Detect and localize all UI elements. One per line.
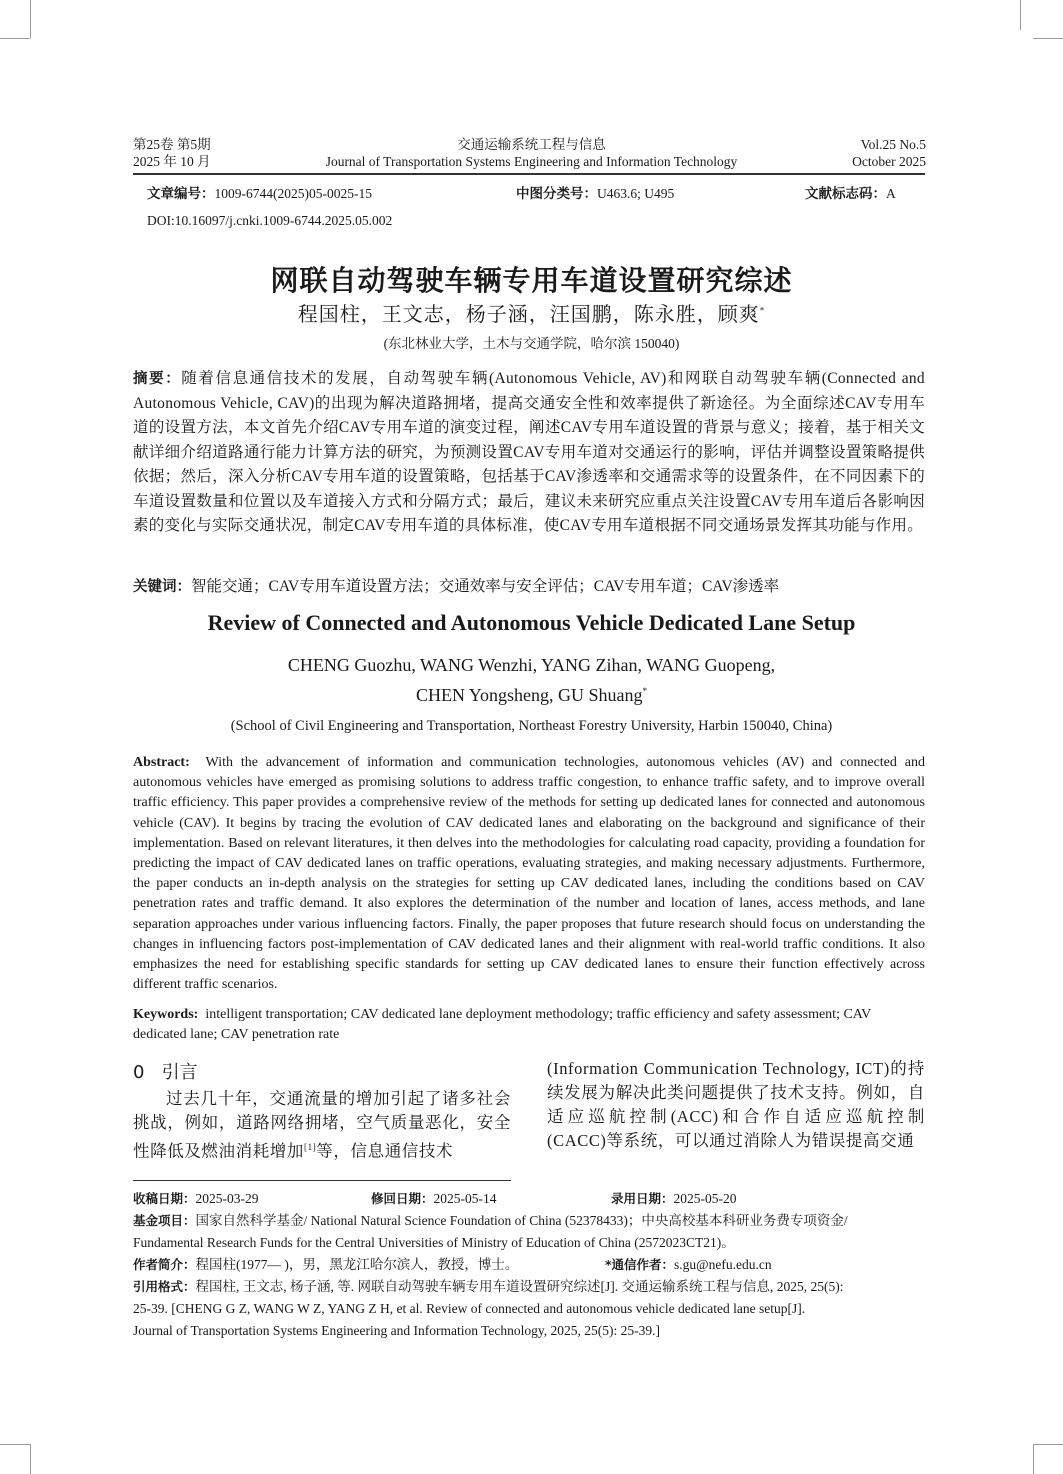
footnote-dates — [133, 1188, 925, 1210]
authors-cn — [0, 298, 1063, 327]
authors-en-line — [0, 678, 1063, 708]
abstract-en-text: With the advancement of information and communication technologies, autonomous vehicles (AV) and connected and autonomous vehicles have emerged as promising solutions to address traffic congestion, to enhance traffic safety, and to improve overall traffic efficiency. This paper provides a comprehensive review of the methods for setting up dedicated lanes for connected and autonomous vehicle (CAV). It begins by tracing the evolution of CAV dedicated lanes and elaborating on the background and significance of their implementation. Based on relevant literatures, it then delves into the methodologies for calculating road capacity, providing a foundation for predicting the impact of CAV dedicated lanes on traffic operations, evaluating strategies, and making necessary adjustments. Furthermore, the paper conducts an in-depth analysis on the strategies for setting up CAV dedicated lanes, including the conditions based on CAV penetration rates and traffic demand. It also explores the determination of the number and location of lanes, access methods, and lane separation approaches under various influencing factors. Finally, the paper proposes that future research should focus on understanding the changes in influencing factors post-implementation of CAV dedicated lanes and their alignment with real-world traffic conditions. It also emphasizes the need for establishing specific standards for setting up CAV dedicated lanes to ensure their function effectively across different traffic scenarios. — [133, 755, 926, 993]
document-code-value: A — [886, 186, 896, 201]
header-date-en: October 2025 — [852, 154, 926, 169]
crop-mark — [1020, 0, 1021, 30]
header-date-cn: 2025 年 10 月 — [133, 154, 211, 169]
revised-value: 2025-05-14 — [433, 1191, 497, 1206]
keywords-cn-label: 关键词： — [133, 579, 191, 595]
corresponding-mark: * — [759, 305, 766, 316]
abstract-cn — [133, 367, 925, 539]
received-date — [133, 1191, 259, 1206]
citation-label: 引用格式： — [133, 1279, 196, 1294]
abstract-en — [133, 753, 925, 995]
corresponding-mark: * — [642, 686, 648, 696]
crop-mark — [1033, 1444, 1063, 1445]
keywords-en-text: intelligent transportation; CAV dedicated lane deployment methodology; traffic efficiency and safety assessment; CAV dedicated lane; CAV penetration rate — [133, 1007, 871, 1043]
affiliation-en: (School of Civil Engineering and Transportation, Northeast Forestry University, Harbin 150040, China) — [230, 718, 833, 734]
corresponding-author — [605, 1254, 772, 1276]
footnote-rule — [133, 1180, 511, 1181]
received-value: 2025-03-29 — [195, 1191, 259, 1206]
fund-line: 国家自然科学基金/ National Natural Science Foundation of China (52378433)；中央高校基本科研业务费专项资金/ — [195, 1213, 848, 1228]
body-column-left — [133, 1087, 511, 1164]
author-bio-text: 程国柱(1977— )，男，黑龙江哈尔滨人，教授，博士。 — [195, 1257, 519, 1272]
article-number — [147, 185, 372, 203]
body-column-right: (Information Communication Technology, ICT)的持续发展为解决此类问题提供了技术支持。例如，自适应巡航控制(ACC)和合作自适应巡航控制(CACC)等系统，可以通过消除人为错误提高交通 — [547, 1059, 925, 1150]
document-code-label: 文献标志码： — [805, 186, 886, 201]
section-heading — [133, 1058, 198, 1084]
paper-title-cn: 网联自动驾驶车辆专用车道设置研究综述 — [270, 264, 793, 297]
crop-mark — [1033, 38, 1063, 39]
accepted-value: 2025-05-20 — [673, 1191, 737, 1206]
keywords-cn — [133, 574, 925, 596]
corresponding-email[interactable]: s.gu@nefu.edu.cn — [674, 1257, 772, 1272]
accepted-label: 录用日期： — [611, 1191, 674, 1206]
authors-en-line: CHENG Guozhu, WANG Wenzhi, YANG Zihan, WANG Guopeng, — [287, 655, 776, 675]
footnote-fund — [133, 1210, 925, 1254]
header-volume-en — [852, 136, 926, 170]
affiliation-cn: (东北林业大学，土木与交通学院，哈尔滨 150040) — [383, 336, 680, 351]
header-rule — [133, 173, 925, 175]
abstract-cn-text: 随着信息通信技术的发展，自动驾驶车辆(Autonomous Vehicle, AV)和网联自动驾驶车辆(Connected and Autonomous Vehicle, CAV)的出现为解决道路拥堵，提高交通安全性和效率提供了新途径。为全面综述CAV专用车道的设置方法，本文首先介绍CAV专用车道的演变过程，阐述CAV专用车道设置的背景与意义；接着，基于相关文献详细介绍道路通行能力计算方法的研究，为预测设置CAV专用车道对交通运行的影响，评估并调整设置策略提供依据；然后，深入分析CAV专用车道的设置策略，包括基于CAV渗透率和交通需求等的设置条件，在不同因素下的车道设置数量和位置以及车道接入方式和分隔方式；最后，建议未来研究应重点关注设置CAV专用车道后各影响因素的变化与实际交通状况，制定CAV专用车道的具体标准，使CAV专用车道根据不同交通场景发挥其功能与作用。 — [133, 370, 925, 534]
crop-mark — [0, 1444, 30, 1445]
keywords-en-label: Keywords: — [133, 1007, 199, 1022]
article-number-label: 文章编号： — [147, 186, 215, 201]
keywords-cn-text: 智能交通；CAV专用车道设置方法；交通效率与安全评估；CAV专用车道；CAV渗透率 — [191, 578, 780, 595]
section-number: 0 — [133, 1062, 145, 1083]
citation-line: 程国柱, 王文志, 杨子涵, 等. 网联自动驾驶车辆专用车道设置研究综述[J]. 交通运输系统工程与信息, 2025, 25(5): — [195, 1279, 844, 1294]
body-left-text: 过去几十年，交通流量的增加引起了诸多社会挑战，例如，道路网络拥堵，空气质量恶化，安全性降低及燃油消耗增加 — [133, 1089, 511, 1161]
authors-en-line2-text: CHEN Yongsheng, GU Shuang — [415, 685, 643, 705]
citation-line: 25-39. [CHENG G Z, WANG W Z, YANG Z H, et al. Review of connected and autonomous vehicle dedicated lane setup[J]. — [133, 1301, 806, 1316]
crop-mark — [30, 0, 31, 38]
header-vol-en: Vol.25 No.5 — [860, 137, 926, 152]
revised-date — [371, 1188, 497, 1210]
crop-mark — [0, 38, 30, 39]
footnote-author — [133, 1254, 925, 1276]
clc-number — [516, 185, 674, 203]
abstract-en-label: Abstract: — [133, 755, 190, 770]
article-number-value: 1009-6744(2025)05-0025-15 — [214, 186, 372, 201]
document-code — [805, 185, 896, 203]
abstract-cn-label: 摘要： — [133, 371, 182, 387]
author-bio-label: 作者简介： — [133, 1257, 196, 1272]
footnote-citation — [133, 1276, 925, 1342]
fund-line: Fundamental Research Funds for the Central Universities of Ministry of Education of China (2572023CT21)。 — [133, 1235, 735, 1250]
citation-ref: [1] — [304, 1142, 317, 1152]
received-label: 收稿日期： — [133, 1191, 196, 1206]
body-left-text-end: 等，信息通信技术 — [316, 1141, 454, 1161]
clc-label: 中图分类号： — [516, 186, 597, 201]
revised-label: 修回日期： — [371, 1191, 434, 1206]
doi: DOI:10.16097/j.cnki.1009-6744.2025.05.002 — [147, 213, 393, 228]
clc-value: U463.6; U495 — [597, 186, 675, 201]
header-vol-cn: 第25卷 第5期 — [133, 137, 211, 152]
authors-en — [0, 652, 1063, 708]
corresponding-label: *通信作者： — [605, 1257, 675, 1272]
authors-cn-text: 程国柱，王文志，杨子涵，汪国鹏，陈永胜，顾爽 — [297, 304, 760, 326]
citation-line: Journal of Transportation Systems Engineering and Information Technology, 2025, 25(5): 25-39.] — [133, 1323, 660, 1338]
crop-mark — [1033, 1444, 1034, 1474]
fund-label: 基金项目： — [133, 1213, 196, 1228]
section-title: 引言 — [161, 1062, 198, 1083]
paper-title-en: Review of Connected and Autonomous Vehicle Dedicated Lane Setup — [207, 610, 856, 635]
crop-mark — [30, 1444, 31, 1474]
header-journal-cn: 交通运输系统工程与信息 — [457, 137, 606, 152]
accepted-date — [611, 1188, 737, 1210]
header-journal-en: Journal of Transportation Systems Engineering and Information Technology — [325, 154, 738, 169]
keywords-en — [133, 1005, 925, 1045]
